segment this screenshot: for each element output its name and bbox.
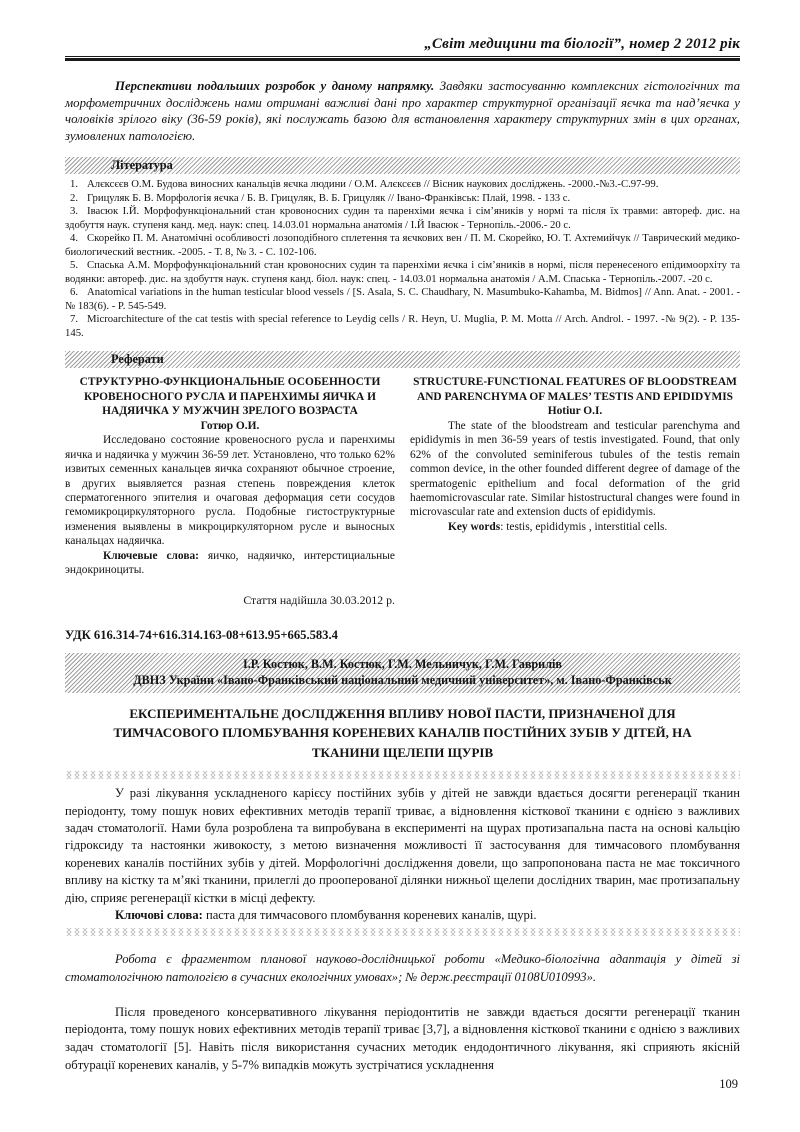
article-authors-band: [65, 653, 740, 693]
reference-item: [65, 259, 740, 286]
reference-number: 4.: [70, 232, 79, 245]
udc-code: УДК 616.314-74+616.314.163-08+613.95+665.583.4: [65, 627, 338, 642]
perspectives-paragraph: [65, 78, 740, 145]
article-keywords-text: паста для тимчасового пломбування кореневих каналів, щурі.: [202, 907, 537, 922]
abstract-en-keywords-label: Key words: [448, 520, 501, 533]
abstract-ru-author: Готюр О.И.: [200, 419, 260, 432]
abstract-en-title: STRUCTURE-FUNCTIONAL FEATURES OF BLOODSTREAM AND PARENCHYMA OF MALES’ TESTIS AND EPIDIDYMIS: [413, 376, 737, 403]
article-affiliation: ДВНЗ України «Івано-Франківський національний медичний університет», м. Івано-Франківськ: [133, 673, 672, 688]
journal-header: „Світ медицини та біології”, номер 2 2012 рік: [65, 36, 740, 57]
work-fragment-note: Робота є фрагментом планової науково-дослідницької роботи «Медико-біологічна адаптація у дітей зі стоматологічною патологією в сучасних екологічних умовах»; № держ.реєстрації 0108U010993».: [65, 952, 740, 984]
reference-item: [65, 205, 740, 232]
abstracts-columns: [65, 375, 740, 608]
reference-text: Івасюк І.Й. Морфофункціональний стан кровоносних судин та паренхіми яєчка і сім’яників у нормі та після їх травми: автореф. дис. на здобуття наук. ступеня канд. мед. наук: спец. 14.03.01 нормальна анатомія / І.Й Івасюк - Тернопіль.-2006.- 20 с.: [65, 205, 740, 231]
referaty-section-header: Реферати: [65, 351, 740, 368]
perspectives-text: Завдяки застосуванню комплексних гістологічних та морфометричних досліджень нами отримані важливі дані про характер структурної організації яєчка та над’яєчка у чоловіків зрілого віку (36-59 років), які послужать базою для встановлення характеру структурних змін в цих органах, зумовлених патологією.: [65, 79, 741, 143]
abstract-en-author: Hotiur O.I.: [547, 405, 603, 418]
intro-paragraph: Після проведеного консервативного лікування періодонтитів не завжди вдається досягти регенерації тканин періодонта, тому пошук нових ефективних методів терапії триває [3,7], а відновлення кісткової тканини є однією з важливих задач стоматології [5]. Навіть після використання сучасних методик ендодонтичного лікування, які сприяють якісній обтурації кореневих каналів, у 5-7% випадків можуть зустрічатися ускладнення: [65, 1004, 740, 1073]
literature-section-header: Література: [65, 157, 740, 174]
reference-number: 7.: [70, 313, 79, 326]
reference-number: 3.: [70, 205, 79, 218]
abstract-en-body: The state of the bloodstream and testicular parenchyma and epididymis in men 36-59 years of testis investigated. Found, that only 62% of the convoluted seminiferous tubules of the testis remain common device, in the other founded different degree of damage of the spermatogenic epithelium and focal deformation of the grid haemomicrovascular rate. Similar histostructural changes were found in microvascular rate and extension ducts of epididymis.: [410, 419, 740, 519]
abstract-ru-keywords: [65, 549, 395, 578]
literature-list: [65, 178, 740, 340]
zigzag-divider-top: [65, 771, 740, 779]
reference-text: Скорейко П. М. Анатомічні особливості лозоподібного сплетення та яєчкових вен / П. М. Скорейко, Ю. Т. Ахтемийчук // Таврический медико-биологический вестник. -2005. - Т. 8, № 3. - С. 102-106.: [65, 232, 740, 258]
reference-number: 5.: [70, 259, 79, 272]
article-abstract: У разі лікування ускладненого карієсу постійних зубів у дітей не завжди вдається досягти регенерації тканин періодонту, тому пошук нових ефективних методів терапії триває, а відновлення кісткової тканини є однією з важливих задач стоматології. Нами була розроблена та випробувана в експерименті на щурах протизапальна паста на основі кальцію гідроксиду та настоянки живокосту, з метою визначення можливості її застосування для тимчасового пломбування кореневих каналів постійних зубів у дітей. Морфологічні дослідження довели, що запропонована паста не має токсичного впливу на кістку та м’які тканини, прилеглі до прооперованої ділянки нижньої щелепи дослідних тварин, має протизапальну дію, сприяє регенерації кістки в місці дефекту.: [65, 786, 740, 905]
abstract-ru-keywords-text: яичко, надяичко, интерстициальные эндокриноциты.: [65, 549, 395, 577]
article-received-date: Стаття надійшла 30.03.2012 р.: [243, 592, 395, 607]
reference-text: Спаська А.М. Морфофункціональний стан кровоносних судин та паренхіми яєчка і сім’яників в нормі, після перенесеного епідимоорхіту та водянки: автореф. дис. на здобуття наук. ступеня канд. біол. наук: спец. - 14.03.01 нормальна анатомія / А.М. Спаська - Тернопіль.-2007. -20 с.: [65, 259, 740, 285]
reference-item: [65, 178, 740, 191]
reference-text: Anatomical variations in the human testicular blood vessels / [S. Asala, S. C. Chaudhary, N. Masumbuko-Kahamba, M. Bidmos] // Ann. Anat. - 2001. - № 183(6). - P. 545-549.: [65, 286, 740, 312]
article-keywords-label: Ключові слова:: [115, 907, 203, 922]
reference-number: 6.: [70, 286, 79, 299]
reference-number: 2.: [70, 191, 79, 204]
page-number: 109: [719, 1077, 738, 1091]
abstract-en-keywords: [410, 520, 740, 534]
reference-item: [65, 313, 740, 340]
abstract-en-column: [410, 375, 740, 608]
reference-item: [65, 286, 740, 313]
article-title: ЕКСПЕРИМЕНТАЛЬНЕ ДОСЛІДЖЕННЯ ВПЛИВУ НОВОЇ ПАСТИ, ПРИЗНАЧЕНОЇ ДЛЯ ТИМЧАСОВОГО ПЛОМБУВАННЯ КОРЕНЕВИХ КАНАЛІВ ПОСТІЙНИХ ЗУБІВ У ДІТЕЙ, НА ТКАНИНИ ЩЕЛЕПИ ЩУРІВ: [113, 705, 692, 760]
article-keywords: [65, 907, 740, 924]
reference-item: [65, 192, 740, 205]
abstract-ru-keywords-label: Ключевые слова:: [103, 549, 199, 562]
reference-number: 1.: [70, 178, 79, 191]
perspectives-lead: Перспективи подальших розробок у даному напрямку.: [115, 79, 435, 93]
abstract-en-keywords-text: : testis, epididymis , interstitial cells.: [500, 520, 668, 533]
reference-item: [65, 232, 740, 259]
reference-text: Грицуляк Б. В. Морфологія яєчка / Б. В. Грицуляк, В. Б. Грицуляк // Івано-Франківськ: Плай, 1998. - 133 с.: [87, 191, 571, 204]
article-authors: І.Р. Костюк, В.М. Костюк, Г.М. Мельничук, Г.М. Гаврилів: [242, 656, 563, 671]
abstract-ru-title: СТРУКТУРНО-ФУНКЦИОНАЛЬНЫЕ ОСОБЕННОСТИ КРОВЕНОСНОГО РУСЛА И ПАРЕНХИМЫ ЯИЧКА И НАДЯИЧКА У МУЖЧИН ЗРЕЛОГО ВОЗРАСТА: [79, 376, 381, 418]
abstract-ru-body: Исследовано состояние кровеносного русла и паренхимы яичка и надяичка у мужчин 36-59 лет. Установлено, что только 62% извитых семенных канальцев яичка сохраняют обычное строение, в других выявляется разная степень повреждения клеток сперматогенного эпителия и очаговая деформация сети сосудов гемомикроциркуляторного русла. Подобные гистоструктурные изменения выявлены в микроциркуляторном русле и выносных канальцах надяичка.: [65, 434, 395, 548]
zigzag-divider-bottom: [65, 928, 740, 936]
header-rule: [65, 58, 740, 61]
abstract-ru-column: [65, 375, 395, 608]
reference-text: Microarchitecture of the cat testis with special reference to Leydig cells / R. Heyn, U. Muglia, P. M. Motta // Arch. Androl. - 1997. -№ 9(2). - P. 135-145.: [65, 313, 740, 339]
reference-text: Алєксєєв О.М. Будова виносних канальців яєчка людини / О.М. Алєксєєв // Вісник наукових досліджень. -2000.-№3.-С.97-99.: [87, 178, 659, 191]
